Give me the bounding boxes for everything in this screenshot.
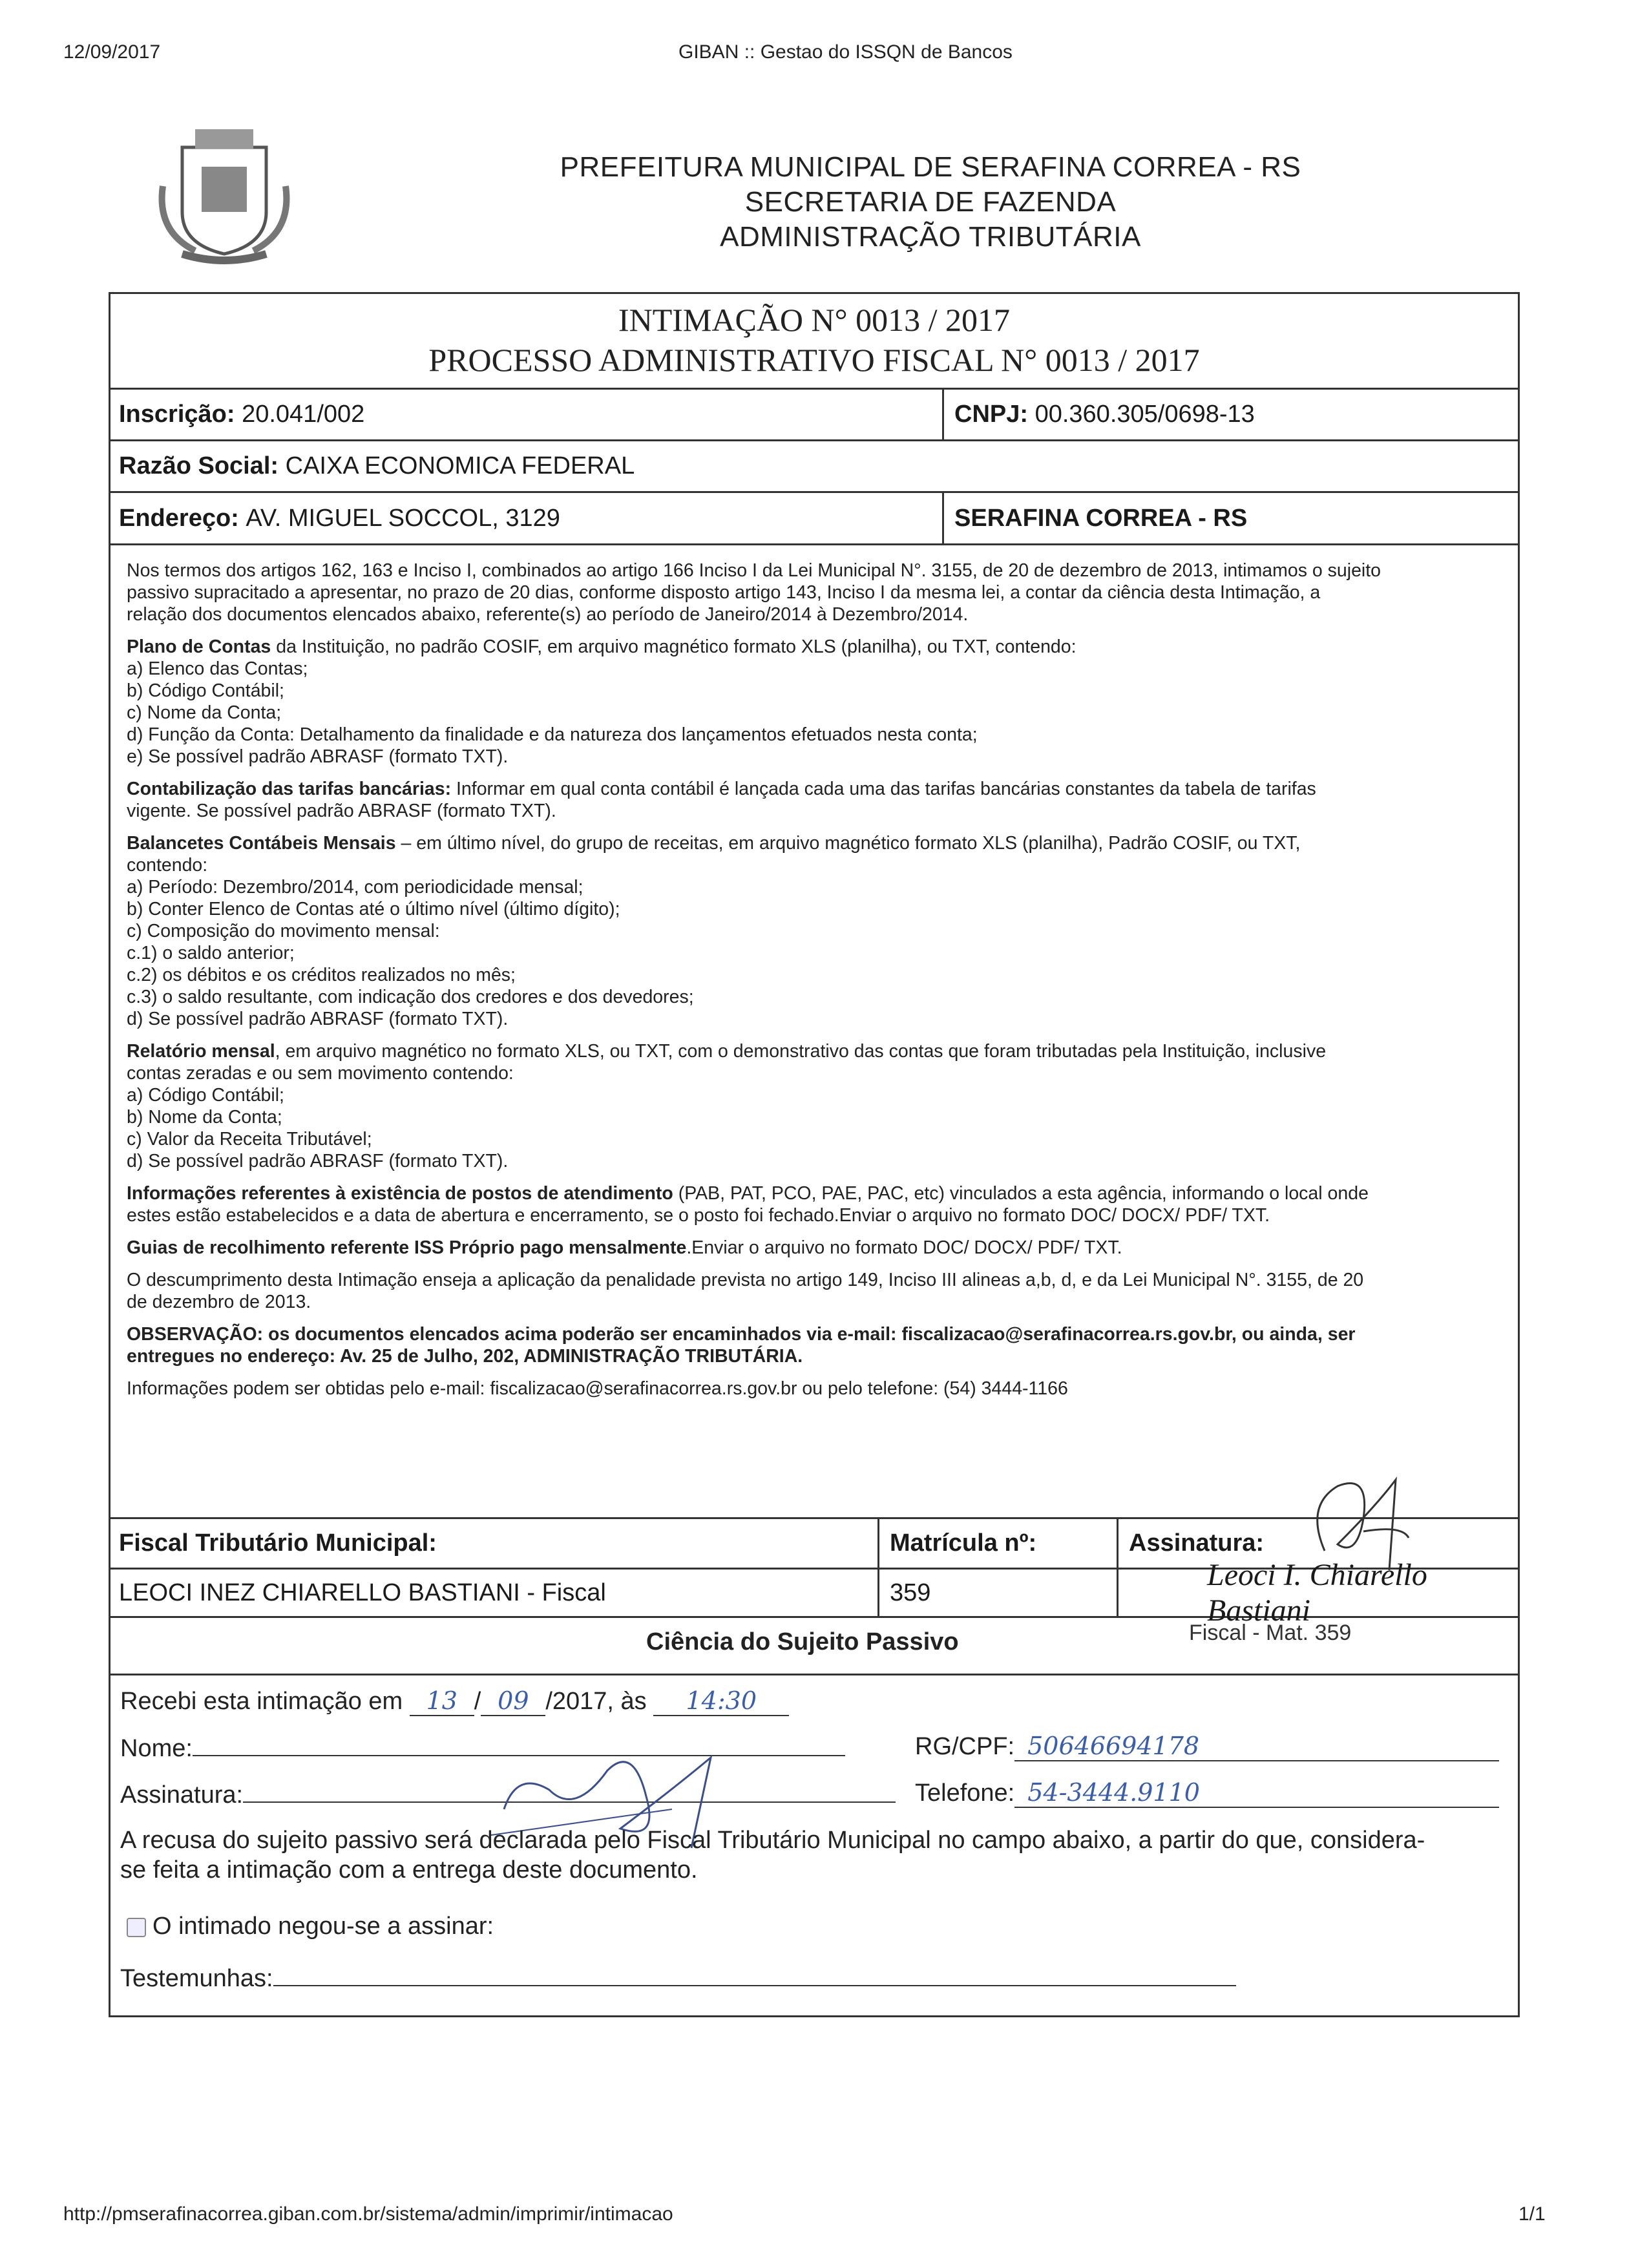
- assinatura-label: Assinatura:: [1129, 1529, 1265, 1557]
- list-item: a) Código Contábil;: [127, 1085, 284, 1106]
- list-item: d) Se possível padrão ABRASF (formato TXT).: [127, 1151, 509, 1171]
- notice-title-1: INTIMAÇÃO N° 0013 / 2017: [618, 302, 1011, 338]
- inscricao-value: 20.041/002: [242, 401, 365, 428]
- fiscal-label: Fiscal Tributário Municipal:: [119, 1529, 437, 1557]
- recebi-line: Recebi esta intimação em 13 / 09 /2017, às 14:30: [120, 1686, 789, 1716]
- razao-label: Razão Social:: [119, 452, 279, 479]
- ciencia-title: Ciência do Sujeito Passivo: [646, 1628, 959, 1655]
- list-item: b) Conter Elenco de Contas até o último nível (último dígito);: [127, 899, 620, 919]
- recebi-ano-suffix: /2017, às: [545, 1688, 647, 1715]
- list-item: a) Elenco das Contas;: [127, 658, 308, 679]
- guias-paragraph: Guias de recolhimento referente ISS Próprio pago mensalmente.Enviar o arquivo no formato DOC/ DOCX/ PDF/ TXT.: [127, 1237, 1122, 1258]
- rgcpf-line: [915, 1732, 1499, 1761]
- razao-value: CAIXA ECONOMICA FEDERAL: [285, 452, 635, 479]
- list-item: contas zeradas e ou sem movimento contendo:: [127, 1063, 514, 1084]
- list-item: c) Composição do movimento mensal:: [127, 921, 440, 941]
- negou-label: O intimado negou-se a assinar:: [152, 1913, 494, 1940]
- list-item: contendo:: [127, 855, 208, 876]
- fiscal-signature-icon: [1299, 1467, 1415, 1577]
- notice-title-2: PROCESSO ADMINISTRATIVO FISCAL N° 0013 / 2017: [428, 342, 1200, 378]
- list-item: a) Período: Dezembro/2014, com periodicidade mensal;: [127, 877, 583, 898]
- list-item: c.1) o saldo anterior;: [127, 943, 295, 963]
- testemunhas-field[interactable]: [273, 1962, 1236, 1986]
- telefone-label: Telefone:: [915, 1780, 1015, 1807]
- matricula-value: 359: [890, 1579, 931, 1606]
- recebi-mes-field[interactable]: 09: [481, 1686, 545, 1716]
- descumprimento-paragraph: O descumprimento desta Intimação enseja a aplicação da penalidade prevista no artigo 149, Inciso III alineas a,b, d, e da Lei Municipal N°. 3155, de 20 de dezembro de 2013.: [127, 1270, 1364, 1312]
- org-titles: [414, 150, 1447, 255]
- list-item: d) Função da Conta: Detalhamento da finalidade e da natureza dos lançamentos efetuados nesta conta;: [127, 724, 978, 745]
- municipal-crest-icon: [156, 121, 292, 265]
- telefone-line: [915, 1778, 1499, 1808]
- negou-checkbox[interactable]: [127, 1918, 146, 1937]
- info-row-razao: [109, 439, 1520, 491]
- info-row-inscricao: [109, 388, 1520, 439]
- recusa-paragraph: A recusa do sujeito passivo será declarada pelo Fiscal Tributário Municipal no campo abaixo, a partir do que, considera- se feita a intimação com a entrega deste documento.: [120, 1827, 1425, 1884]
- recebi-dia-field[interactable]: 13: [410, 1686, 474, 1716]
- info-row-endereco: [109, 491, 1520, 545]
- cnpj-label: CNPJ:: [954, 401, 1029, 428]
- matricula-label: Matrícula nº:: [890, 1529, 1037, 1557]
- balancetes-paragraph: Balancetes Contábeis Mensais – em último nível, do grupo de receitas, em arquivo magnético formato XLS (planilha), Padrão COSIF, ou TXT, contendo: a) Período: Dezembro/2014, com periodicidade mensal; b) Conter Elenco de Contas até o último nível (último dígito); c) Composição do movimento mensal: c.1) o saldo anterior; c.2) os débitos e os créditos realizados no mês; c.3) o saldo resultante, com indicação dos credores e dos devedores; d) Se possível padrão ABRASF (formato TXT).: [127, 832, 1503, 1030]
- plano-paragraph: Plano de Contas da Instituição, no padrão COSIF, em arquivo magnético formato XLS (planilha), ou TXT, contendo: a) Elenco das Contas; b) Código Contábil; c) Nome da Conta; d) Função da Conta: Detalhamento da finalidade e da natureza dos lançamentos efetuados nesta conta; e) Se possível padrão ABRASF (formato TXT).: [127, 636, 1503, 768]
- telefone-field[interactable]: 54-3444.9110: [1014, 1778, 1499, 1808]
- rgcpf-field[interactable]: 50646694178: [1014, 1732, 1499, 1761]
- list-item: c) Nome da Conta;: [127, 702, 282, 723]
- fiscal-stamp-sub: Fiscal - Mat. 359: [1189, 1621, 1352, 1645]
- negou-line: [127, 1913, 494, 1940]
- list-item: b) Nome da Conta;: [127, 1107, 282, 1128]
- list-item: d) Se possível padrão ABRASF (formato TXT).: [127, 1009, 509, 1029]
- postos-paragraph: Informações referentes à existência de postos de atendimento (PAB, PAT, PCO, PAE, PAC, etc) vinculados a esta agência, informando o local onde estes estão estabelecidos e a data de abertura e encerramento, se o posto foi fechado.Enviar o arquivo no formato DOC/ DOCX/ PDF/ TXT.: [127, 1183, 1369, 1226]
- testemunhas-line: [120, 1962, 1236, 1993]
- org-line-2: SECRETARIA DE FAZENDA: [744, 186, 1117, 218]
- inscricao-label: Inscrição:: [119, 401, 235, 428]
- nome-label: Nome:: [120, 1735, 193, 1762]
- recebi-label: Recebi esta intimação em: [120, 1688, 403, 1715]
- fiscal-stamp-name: Leoci I. Chiarello Bastiani: [1207, 1558, 1427, 1628]
- list-item: c) Valor da Receita Tributável;: [127, 1129, 372, 1150]
- intro-paragraph: Nos termos dos artigos 162, 163 e Inciso I, combinados ao artigo 166 Inciso I da Lei Municipal N°. 3155, de 20 de dezembro de 2013, intimamos o sujeito passivo supracitado a apresentar, no prazo de 20 dias, conforme disposto artigo 143, Inciso I da mesma lei, a contar da ciência desta Intimação, a relação dos documentos elencados abaixo, referente(s) ao período de Janeiro/2014 à Dezembro/2014.: [127, 560, 1381, 625]
- list-item: b) Código Contábil;: [127, 680, 284, 701]
- tarifas-paragraph: Contabilização das tarifas bancárias: Informar em qual conta contábil é lançada cada uma das tarifas bancárias constantes da tabela de tarifas vigente. Se possível padrão ABRASF (formato TXT).: [127, 779, 1316, 821]
- informacoes-paragraph: Informações podem ser obtidas pelo e-mail: fiscalizacao@serafinacorrea.rs.gov.br ou pelo telefone: (54) 3444-1166: [127, 1378, 1068, 1399]
- notice-title: [109, 300, 1520, 380]
- org-line-3: ADMINISTRAÇÃO TRIBUTÁRIA: [720, 221, 1141, 253]
- org-line-1: PREFEITURA MUNICIPAL DE SERAFINA CORREA - RS: [560, 151, 1301, 183]
- list-item: e) Se possível padrão ABRASF (formato TXT).: [127, 746, 509, 767]
- list-item: c.2) os débitos e os créditos realizados no mês;: [127, 965, 516, 985]
- endereco-value: AV. MIGUEL SOCCOL, 3129: [246, 504, 560, 532]
- ciencia-assinatura-label: Assinatura:: [120, 1781, 244, 1809]
- print-page-title: GIBAN :: Gestao do ISSQN de Bancos: [678, 41, 1013, 63]
- print-page-number: 1/1: [1518, 2203, 1546, 2225]
- notice-body: [127, 560, 1503, 1410]
- print-date: 12/09/2017: [63, 41, 161, 63]
- rgcpf-label: RG/CPF:: [915, 1733, 1015, 1760]
- cidade-value: SERAFINA CORREA - RS: [954, 504, 1248, 532]
- relatorio-paragraph: Relatório mensal, em arquivo magnético no formato XLS, ou TXT, com o demonstrativo das contas que foram tributadas pela Instituição, inclusive contas zeradas e ou sem movimento contendo: a) Código Contábil; b) Nome da Conta; c) Valor da Receita Tributável; d) Se possível padrão ABRASF (formato TXT).: [127, 1040, 1503, 1172]
- recebi-hora-field[interactable]: 14:30: [653, 1686, 789, 1716]
- fiscal-name: LEOCI INEZ CHIARELLO BASTIANI - Fiscal: [119, 1579, 606, 1606]
- observacao-paragraph: OBSERVAÇÃO: os documentos elencados acima poderão ser encaminhados via e-mail: fiscalizacao@serafinacorrea.rs.gov.br, ou ainda, ser entregues no endereço: Av. 25 de Julho, 202, ADMINISTRAÇÃO TRIBUTÁRIA.: [127, 1324, 1356, 1367]
- cnpj-value: 00.360.305/0698-13: [1035, 401, 1255, 428]
- endereco-label: Endereço:: [119, 504, 239, 532]
- print-url: http://pmserafinacorrea.giban.com.br/sistema/admin/imprimir/intimacao: [63, 2203, 673, 2225]
- testemunhas-label: Testemunhas:: [120, 1965, 273, 1992]
- list-item: c.3) o saldo resultante, com indicação dos credores e dos devedores;: [127, 987, 694, 1007]
